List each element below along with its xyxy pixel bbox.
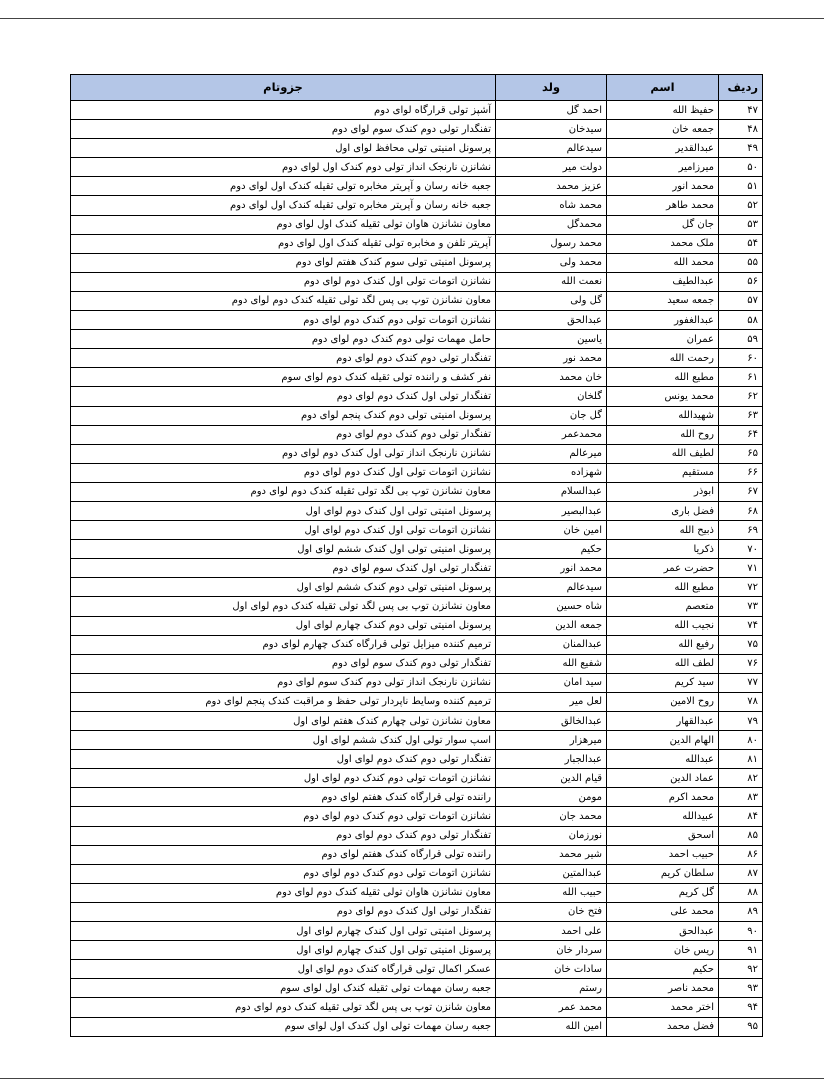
cell-father: نورزمان — [496, 826, 607, 845]
cell-father: امین خان — [496, 521, 607, 540]
cell-number: ۹۱ — [719, 941, 763, 960]
table-row — [71, 330, 763, 349]
table-row — [71, 501, 763, 520]
cell-name: حضرت عمر — [607, 559, 719, 578]
cell-number: ۵۷ — [719, 291, 763, 310]
cell-unit: پرسونل امنیتی تولی دوم کندک چهارم لوای اول — [71, 616, 496, 635]
cell-number: ۶۶ — [719, 463, 763, 482]
cell-name: شهیدالله — [607, 406, 719, 425]
cell-number: ۵۴ — [719, 234, 763, 253]
cell-number: ۵۸ — [719, 311, 763, 330]
cell-name: عبدالطیف — [607, 272, 719, 291]
cell-unit: نشانزن اتومات تولی اول کندک دوم لوای دوم — [71, 272, 496, 291]
cell-father: شاه حسین — [496, 597, 607, 616]
bottom-rule — [0, 1078, 824, 1079]
cell-name: جان گل — [607, 215, 719, 234]
cell-father: محمدگل — [496, 215, 607, 234]
cell-number: ۵۲ — [719, 196, 763, 215]
cell-name: لطیف الله — [607, 444, 719, 463]
table-row — [71, 101, 763, 120]
table-row — [71, 922, 763, 941]
cell-number: ۸۳ — [719, 788, 763, 807]
cell-unit: معاون نشانزن توپ بی پس لگد تولی ثقیله کندک دوم لوای اول — [71, 597, 496, 616]
cell-unit: جعبه رسان مهمات تولی ثقیله کندک اول لوای سوم — [71, 979, 496, 998]
cell-unit: تفنگدار تولی دوم کندک دوم لوای دوم — [71, 826, 496, 845]
cell-unit: آپریتر تلفن و مخابره تولی ثقیله کندک اول لوای دوم — [71, 234, 496, 253]
cell-number: ۶۱ — [719, 368, 763, 387]
table-row — [71, 291, 763, 310]
cell-unit: تفنگدار تولی دوم کندک دوم لوای اول — [71, 750, 496, 769]
cell-father: عبدالحق — [496, 311, 607, 330]
cell-father: محمد رسول — [496, 234, 607, 253]
cell-name: لطف الله — [607, 654, 719, 673]
table-row — [71, 272, 763, 291]
cell-father: عبدالسلام — [496, 482, 607, 501]
cell-name: عماد الدین — [607, 769, 719, 788]
table-row — [71, 979, 763, 998]
cell-father: سادات خان — [496, 960, 607, 979]
cell-name: محمد انور — [607, 177, 719, 196]
cell-father: مومن — [496, 788, 607, 807]
cell-name: سید کریم — [607, 673, 719, 692]
cell-name: عبدالغفور — [607, 311, 719, 330]
cell-unit: پرسونل امنیتی تولی محافظ لوای اول — [71, 139, 496, 158]
cell-name: مطیع الله — [607, 578, 719, 597]
cell-name: حکیم — [607, 960, 719, 979]
cell-father: سیدخان — [496, 120, 607, 139]
cell-unit: نشانزن اتومات تولی دوم کندک دوم لوای دوم — [71, 807, 496, 826]
cell-unit: پرسونل امنیتی تولی اول کندک دوم لوای اول — [71, 501, 496, 520]
cell-number: ۷۱ — [719, 559, 763, 578]
table-row — [71, 998, 763, 1017]
cell-unit: راننده تولی قرارگاه کندک هفتم لوای دوم — [71, 788, 496, 807]
cell-name: اسحق — [607, 826, 719, 845]
cell-name: سلطان کریم — [607, 864, 719, 883]
cell-name: عبدالقدیر — [607, 139, 719, 158]
cell-number: ۸۲ — [719, 769, 763, 788]
cell-number: ۶۵ — [719, 444, 763, 463]
table-row — [71, 941, 763, 960]
table-row — [71, 692, 763, 711]
cell-father: میرعالم — [496, 444, 607, 463]
cell-unit: نشانزن نارنجک انداز تولی دوم کندک سوم لوای دوم — [71, 673, 496, 692]
cell-father: نعمت الله — [496, 272, 607, 291]
cell-unit: آشپز تولی قرارگاه لوای دوم — [71, 101, 496, 120]
cell-number: ۶۹ — [719, 521, 763, 540]
cell-number: ۴۹ — [719, 139, 763, 158]
table-body — [71, 101, 763, 1037]
cell-unit: راننده تولی قرارگاه کندک هفتم لوای دوم — [71, 845, 496, 864]
header-unit: جزوتام — [71, 75, 496, 101]
cell-name: جمعه خان — [607, 120, 719, 139]
table-header-row — [71, 75, 763, 101]
cell-unit: تفنگدار تولی اول کندک دوم لوای دوم — [71, 902, 496, 921]
cell-father: حکیم — [496, 540, 607, 559]
top-rule — [0, 18, 824, 19]
cell-father: گل ولی — [496, 291, 607, 310]
cell-number: ۷۶ — [719, 654, 763, 673]
cell-unit: جعبه خانه رسان و آپریتر مخابره تولی ثقیله کندک اول لوای دوم — [71, 177, 496, 196]
cell-unit: معاون نشانزن تولی چهارم کندک هفتم لوای اول — [71, 712, 496, 731]
cell-father: شهزاده — [496, 463, 607, 482]
cell-number: ۴۸ — [719, 120, 763, 139]
cell-number: ۶۴ — [719, 425, 763, 444]
cell-number: ۵۹ — [719, 330, 763, 349]
table-row — [71, 807, 763, 826]
cell-unit: نشانزن اتومات تولی اول کندک دوم لوای اول — [71, 521, 496, 540]
cell-unit: پرسونل امنیتی تولی دوم کندک ششم لوای اول — [71, 578, 496, 597]
table-row — [71, 368, 763, 387]
cell-number: ۵۰ — [719, 158, 763, 177]
cell-father: سردار خان — [496, 941, 607, 960]
cell-number: ۸۵ — [719, 826, 763, 845]
table-row — [71, 769, 763, 788]
cell-name: روح الله — [607, 425, 719, 444]
cell-number: ۷۸ — [719, 692, 763, 711]
cell-father: جمعه الدین — [496, 616, 607, 635]
cell-father: سیدعالم — [496, 139, 607, 158]
table-row — [71, 482, 763, 501]
cell-number: ۸۷ — [719, 864, 763, 883]
cell-unit: نشانزن اتومات تولی دوم کندک دوم لوای دوم — [71, 311, 496, 330]
cell-number: ۶۳ — [719, 406, 763, 425]
cell-name: الهام الدین — [607, 731, 719, 750]
cell-unit: نشانزن نارنجک انداز تولی اول کندک دوم لوای دوم — [71, 444, 496, 463]
header-name: اسم — [607, 75, 719, 101]
cell-father: یاسین — [496, 330, 607, 349]
cell-father: عبدالمتین — [496, 864, 607, 883]
cell-name: رفیع الله — [607, 635, 719, 654]
table-row — [71, 731, 763, 750]
cell-number: ۸۶ — [719, 845, 763, 864]
cell-name: محمد الله — [607, 253, 719, 272]
table-row — [71, 158, 763, 177]
cell-number: ۸۰ — [719, 731, 763, 750]
table-row — [71, 654, 763, 673]
cell-father: علی احمد — [496, 922, 607, 941]
table-row — [71, 712, 763, 731]
cell-father: حبیب الله — [496, 883, 607, 902]
table-row — [71, 349, 763, 368]
cell-name: متعصم — [607, 597, 719, 616]
cell-number: ۸۹ — [719, 902, 763, 921]
cell-number: ۵۱ — [719, 177, 763, 196]
personnel-table — [70, 74, 763, 1037]
table-row — [71, 750, 763, 769]
cell-number: ۹۴ — [719, 998, 763, 1017]
cell-father: گلخان — [496, 387, 607, 406]
cell-name: فضل باری — [607, 501, 719, 520]
table-row — [71, 139, 763, 158]
cell-unit: معاون نشانزن هاوان تولی ثقیله کندک دوم لوای دوم — [71, 883, 496, 902]
cell-unit: تفنگدار تولی دوم کندک دوم لوای دوم — [71, 349, 496, 368]
table-row — [71, 120, 763, 139]
cell-number: ۹۰ — [719, 922, 763, 941]
cell-name: مطیع الله — [607, 368, 719, 387]
cell-number: ۹۳ — [719, 979, 763, 998]
cell-father: دولت میر — [496, 158, 607, 177]
cell-unit: نشانزن اتومات تولی اول کندک دوم لوای دوم — [71, 463, 496, 482]
cell-unit: معاون شانزن توپ بی پس لگد تولی ثقیله کندک دوم لوای دوم — [71, 998, 496, 1017]
table-row — [71, 616, 763, 635]
cell-name: عمران — [607, 330, 719, 349]
cell-name: گل کریم — [607, 883, 719, 902]
cell-number: ۵۶ — [719, 272, 763, 291]
cell-father: لعل میر — [496, 692, 607, 711]
cell-name: ابوذر — [607, 482, 719, 501]
table-row — [71, 253, 763, 272]
table-row — [71, 521, 763, 540]
cell-number: ۸۱ — [719, 750, 763, 769]
cell-number: ۹۵ — [719, 1017, 763, 1036]
cell-father: محمد شاه — [496, 196, 607, 215]
cell-name: جمعه سعید — [607, 291, 719, 310]
cell-father: محمد عمر — [496, 998, 607, 1017]
table-row — [71, 444, 763, 463]
cell-name: عبیدالله — [607, 807, 719, 826]
cell-number: ۶۸ — [719, 501, 763, 520]
cell-father: قیام الدین — [496, 769, 607, 788]
table-row — [71, 673, 763, 692]
cell-father: عبدالخالق — [496, 712, 607, 731]
table-row — [71, 311, 763, 330]
table-row — [71, 788, 763, 807]
cell-unit: عسکر اکمال تولی قرارگاه کندک دوم لوای اول — [71, 960, 496, 979]
cell-number: ۵۵ — [719, 253, 763, 272]
cell-unit: معاون نشانزن هاوان تولی ثقیله کندک اول لوای دوم — [71, 215, 496, 234]
cell-unit: نشانزن اتومات تولی دوم کندک دوم لوای دوم — [71, 864, 496, 883]
table-row — [71, 826, 763, 845]
cell-unit: حامل مهمات تولی دوم کندک دوم لوای دوم — [71, 330, 496, 349]
cell-unit: ترمیم کننده میزایل تولی قرارگاه کندک چهارم لوای دوم — [71, 635, 496, 654]
cell-number: ۷۲ — [719, 578, 763, 597]
cell-unit: پرسونل امنیتی تولی سوم کندک هفتم لوای دوم — [71, 253, 496, 272]
table-row — [71, 597, 763, 616]
table-row — [71, 559, 763, 578]
cell-unit: پرسونل امنیتی تولی اول کندک چهارم لوای اول — [71, 941, 496, 960]
cell-name: نجیب الله — [607, 616, 719, 635]
cell-name: حبیب احمد — [607, 845, 719, 864]
cell-name: رحمت الله — [607, 349, 719, 368]
table-row — [71, 425, 763, 444]
cell-name: حفیظ الله — [607, 101, 719, 120]
cell-name: محمد علی — [607, 902, 719, 921]
cell-name: ذبیح الله — [607, 521, 719, 540]
cell-father: شیر محمد — [496, 845, 607, 864]
cell-name: محمد ناصر — [607, 979, 719, 998]
cell-unit: نشانزن اتومات تولی دوم کندک دوم لوای اول — [71, 769, 496, 788]
cell-father: محمد ولی — [496, 253, 607, 272]
cell-unit: معاون نشانزن توپ بی لگد تولی ثقیله کندک دوم لوای دوم — [71, 482, 496, 501]
cell-unit: معاون نشانزن توپ بی پس لگد تولی ثقیله کندک دوم لوای دوم — [71, 291, 496, 310]
table-row — [71, 845, 763, 864]
table-row — [71, 177, 763, 196]
table-row — [71, 883, 763, 902]
cell-unit: پرسونل امنیتی تولی اول کندک چهارم لوای اول — [71, 922, 496, 941]
cell-father: میرهزار — [496, 731, 607, 750]
cell-unit: جعبه خانه رسان و آپریتر مخابره تولی ثقیله کندک اول لوای دوم — [71, 196, 496, 215]
cell-father: محمدعمر — [496, 425, 607, 444]
cell-name: عبدالقهار — [607, 712, 719, 731]
cell-name: ملک محمد — [607, 234, 719, 253]
cell-unit: تفنگدار تولی دوم کندک دوم لوای دوم — [71, 425, 496, 444]
cell-father: رستم — [496, 979, 607, 998]
cell-unit: پرسونل امنیتی تولی اول کندک ششم لوای اول — [71, 540, 496, 559]
cell-name: ذکریا — [607, 540, 719, 559]
cell-father: سیدعالم — [496, 578, 607, 597]
cell-father: عزیز محمد — [496, 177, 607, 196]
cell-father: محمد نور — [496, 349, 607, 368]
cell-name: میرزامیر — [607, 158, 719, 177]
cell-name: اختر محمد — [607, 998, 719, 1017]
cell-father: محمد جان — [496, 807, 607, 826]
cell-father: محمد انور — [496, 559, 607, 578]
table-row — [71, 387, 763, 406]
table-row — [71, 1017, 763, 1036]
cell-unit: تفنگدار تولی اول کندک سوم لوای دوم — [71, 559, 496, 578]
cell-unit: اسپ سوار تولی اول کندک ششم لوای اول — [71, 731, 496, 750]
cell-father: عبدالمنان — [496, 635, 607, 654]
table-row — [71, 578, 763, 597]
cell-father: خان محمد — [496, 368, 607, 387]
cell-father: امین الله — [496, 1017, 607, 1036]
cell-unit: تفنگدار تولی اول کندک دوم لوای دوم — [71, 387, 496, 406]
cell-number: ۴۷ — [719, 101, 763, 120]
header-number: ردیف — [719, 75, 763, 101]
cell-father: عبدالجبار — [496, 750, 607, 769]
cell-number: ۷۵ — [719, 635, 763, 654]
cell-name: محمد اکرم — [607, 788, 719, 807]
cell-unit: نشانزن نارنجک انداز تولی دوم کندک اول لوای دوم — [71, 158, 496, 177]
cell-number: ۸۴ — [719, 807, 763, 826]
cell-number: ۷۴ — [719, 616, 763, 635]
header-father: ولد — [496, 75, 607, 101]
cell-number: ۶۷ — [719, 482, 763, 501]
cell-number: ۶۰ — [719, 349, 763, 368]
cell-unit: تفنگدار تولی دوم کندک سوم لوای دوم — [71, 120, 496, 139]
cell-unit: ترمیم کننده وسایط ناپردار تولی حفظ و مراقبت کندک پنجم لوای دوم — [71, 692, 496, 711]
cell-name: محمد طاهر — [607, 196, 719, 215]
cell-number: ۹۲ — [719, 960, 763, 979]
cell-number: ۵۳ — [719, 215, 763, 234]
cell-father: شفیع الله — [496, 654, 607, 673]
cell-name: عبدالله — [607, 750, 719, 769]
table-row — [71, 864, 763, 883]
cell-unit: تفنگدار تولی دوم کندک سوم لوای دوم — [71, 654, 496, 673]
table-row — [71, 902, 763, 921]
cell-name: محمد یونس — [607, 387, 719, 406]
table-row — [71, 540, 763, 559]
cell-number: ۷۰ — [719, 540, 763, 559]
cell-name: مستقیم — [607, 463, 719, 482]
cell-father: سید امان — [496, 673, 607, 692]
cell-number: ۷۳ — [719, 597, 763, 616]
table-row — [71, 215, 763, 234]
cell-name: عبدالحق — [607, 922, 719, 941]
cell-name: ریس خان — [607, 941, 719, 960]
table-row — [71, 960, 763, 979]
cell-father: گل جان — [496, 406, 607, 425]
cell-unit: جعبه رسان مهمات تولی اول کندک اول لوای سوم — [71, 1017, 496, 1036]
cell-father: فتح خان — [496, 902, 607, 921]
table-row — [71, 234, 763, 253]
cell-name: فضل محمد — [607, 1017, 719, 1036]
cell-father: احمد گل — [496, 101, 607, 120]
table-row — [71, 196, 763, 215]
cell-number: ۷۷ — [719, 673, 763, 692]
table-row — [71, 406, 763, 425]
cell-unit: نفر کشف و راننده تولی ثقیله کندک دوم لوای سوم — [71, 368, 496, 387]
table-row — [71, 463, 763, 482]
cell-number: ۶۲ — [719, 387, 763, 406]
table-row — [71, 635, 763, 654]
cell-name: روح الامین — [607, 692, 719, 711]
cell-number: ۸۸ — [719, 883, 763, 902]
cell-unit: پرسونل امنیتی تولی دوم کندک پنجم لوای دوم — [71, 406, 496, 425]
cell-father: عبدالبصیر — [496, 501, 607, 520]
cell-number: ۷۹ — [719, 712, 763, 731]
